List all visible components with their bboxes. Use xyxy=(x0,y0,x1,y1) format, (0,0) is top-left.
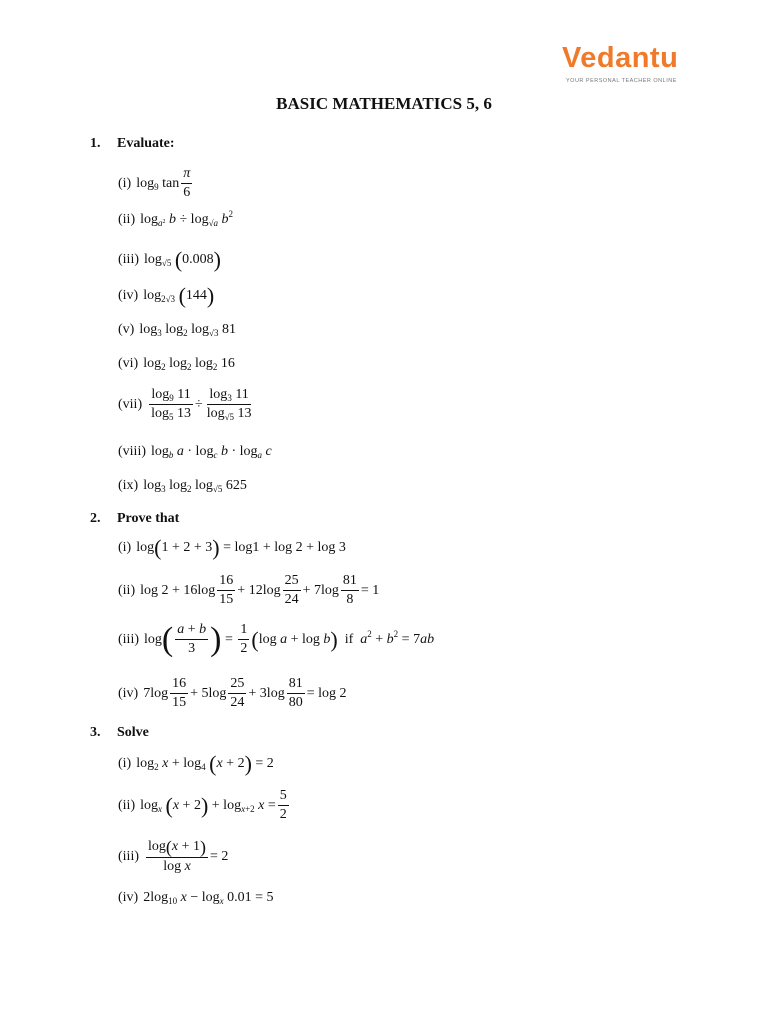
fraction: $\frac{\pi}{6}$ xyxy=(183,166,191,200)
vedantu-logo xyxy=(562,42,682,88)
fraction: $\frac{25}{24}$ xyxy=(284,573,299,607)
fraction: $\frac{25}{24}$ xyxy=(230,676,245,710)
evaluate-item-i: (i) $\log_9 \tan$ $\frac{\pi}{6}$ xyxy=(118,166,191,200)
fraction: $\frac{16}{15}$ xyxy=(219,573,234,607)
evaluate-item-iv: (iv) $\log_{2√3} (144)$ xyxy=(118,283,215,308)
prove-item-iii: (iii) log ( $\frac{a + b}{3}$ ) = $\frac{1}{2}$ (log a + log b) if $a^2 + b^2 = 7ab$ xyxy=(118,620,435,658)
evaluate-item-vi: (vi) $\log_2 \log_2 \log_2 16$ xyxy=(118,356,235,372)
fraction: $\frac{a + b}{3}$ xyxy=(177,622,207,656)
fraction: $\frac{81}{80}$ xyxy=(288,676,303,710)
prove-item-i: (i) log(1 + 2 + 3) = log1 + log 2 + log 3 xyxy=(118,535,346,560)
evaluate-item-vii: (vii) $\frac{\log_9 11}{\log_5 13}$ ÷ $\frac{\log_3 11}{\log_{√5} 13}$ xyxy=(118,387,252,422)
fraction: $\frac{1}{2}$ xyxy=(240,622,248,656)
evaluate-item-v: (v) $\log_3 \log_2 \log_{√3} 81$ xyxy=(118,322,236,338)
fraction: $\frac{\log_3 11}{\log_{√5} 13}$ xyxy=(206,387,252,422)
fraction: $\frac{16}{15}$ xyxy=(172,676,187,710)
brand-tagline: YOUR PERSONAL TEACHER ONLINE xyxy=(566,78,677,84)
evaluate-item-ix: (ix) $\log_3 \log_2 \log_{√5} 625$ xyxy=(118,478,247,494)
fraction: $\frac{\log(x + 1)}{\text{log x}}$ xyxy=(148,837,207,874)
page-title: BASIC MATHEMATICS 5, 6 xyxy=(276,94,492,113)
fraction: $\frac{5}{2}$ xyxy=(279,788,287,822)
fraction: $\frac{\log_9 11}{\log_5 13}$ xyxy=(151,387,191,422)
solve-item-ii: (ii) $\log_x (x + 2) + \log_{x+2} x$ = $\frac{5}{2}$ xyxy=(118,788,287,822)
section-3-heading: 3. Solve xyxy=(90,725,149,740)
evaluate-item-iii: (iii) $\log_{√5} (0.008)$ xyxy=(118,247,221,272)
brand-name: Vedantu xyxy=(562,42,679,74)
fraction: $\frac{81}{8}$ xyxy=(342,573,357,607)
solve-item-iv: (iv) $2\log_{10}$ $x - \log_x 0.01 = 5$ xyxy=(118,890,274,906)
evaluate-item-viii: (viii) $\log_b a \cdot \log_c b \cdot \log_a c$ xyxy=(118,444,272,460)
prove-item-ii: (ii) log 2 + 16log $\frac{16}{15}$ + 12log $\frac{25}{24}$ + 7log $\frac{81}{8}$ = 1 xyxy=(118,573,380,607)
section-2-heading: 2. Prove that xyxy=(90,511,180,526)
prove-item-iv: (iv) 7log $\frac{16}{15}$ + 5log $\frac{25}{24}$ + 3log $\frac{81}{80}$ = log 2 xyxy=(118,676,347,710)
solve-item-i: (i) $\log_2 x + \log_4 (x + 2) = 2$ xyxy=(118,751,274,776)
section-1-heading: 1. Evaluate: xyxy=(90,136,175,151)
solve-item-iii: (iii) $\frac{\log(x + 1)}{\text{log x}}$ = 2 xyxy=(118,837,229,874)
evaluate-item-ii: (ii) $\log_{a^2} b \div \log_{√a} b^2$ xyxy=(118,209,234,228)
